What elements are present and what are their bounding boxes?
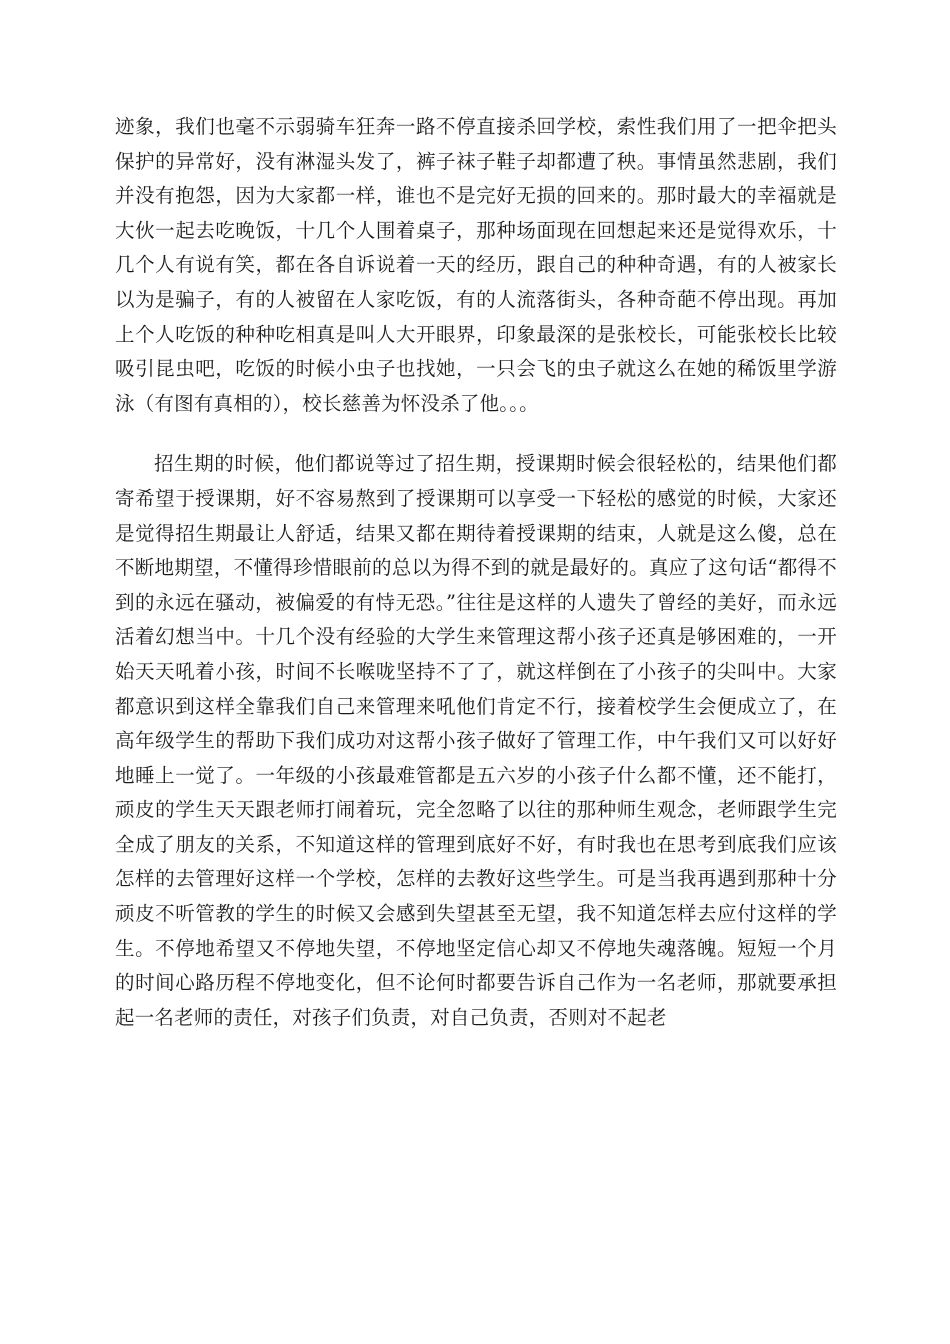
- paragraph-recruitment-period: 招生期的时候，他们都说等过了招生期，授课期时候会很轻松的，结果他们都寄希望于授课期，好不容易熬到了授课期可以享受一下轻松的感觉的时候，大家还是觉得招生期最让人舒适，结果又都在期待着授课期的结束，人就是这么傻，总在不断地期望，不懂得珍惜眼前的总以为得不到的就是最好的。真应了这句话“都得不到的永远在骚动，被偏爱的有恃无恐。”往往是这样的人遗失了曾经的美好，而永远活着幻想当中。十几个没有经验的大学生来管理这帮小孩子还真是够困难的，一开始天天吼着小孩，时间不长喉咙坚持不了了，就这样倒在了小孩子的尖叫中。大家都意识到这样全靠我们自己来管理来吼他们肯定不行，接着校学生会便成立了，在高年级学生的帮助下我们成功对这帮小孩子做好了管理工作，中午我们又可以好好地睡上一觉了。一年级的小孩最难管都是五六岁的小孩子什么都不懂，还不能打，顽皮的学生天天跟老师打闹着玩，完全忽略了以往的那种师生观念，老师跟学生完全成了朋友的关系，不知道这样的管理到底好不好，有时我也在思考到底我们应该怎样的去管理好这样一个学校，怎样的去教好这些学生。可是当我再遇到那种十分顽皮不听管教的学生的时候又会感到失望甚至无望，我不知道怎样去应付这样的学生。不停地希望又不停地失望，不停地坚定信心却又不停地失魂落魄。短短一个月的时间心路历程不停地变化，但不论何时都要告诉自己作为一名老师，那就要承担起一名老师的责任，对孩子们负责，对自己负责，否则对不起老: [115, 452, 837, 1029]
- document-page: [115, 110, 837, 1035]
- paragraph-continuation: 迹象，我们也毫不示弱骑车狂奔一路不停直接杀回学校，索性我们用了一把伞把头保护的异常好，没有淋湿头发了，裤子袜子鞋子却都遭了秧。事情虽然悲剧，我们并没有抱怨，因为大家都一样，谁也不是完好无损的回来的。那时最大的幸福就是大伙一起去吃晚饭，十几个人围着桌子，那种场面现在回想起来还是觉得欢乐，十几个人有说有笑，都在各自诉说着一天的经历，跟自己的种种奇遇，有的人被家长以为是骗子，有的人被留在人家吃饭，有的人流落街头，各种奇葩不停出现。再加上个人吃饭的种种吃相真是叫人大开眼界，印象最深的是张校长，可能张校长比较吸引昆虫吧，吃饭的时候小虫子也找她，一只会飞的虫子就这么在她的稀饭里学游泳（有图有真相的），校长慈善为怀没杀了他。。。: [115, 115, 837, 415]
